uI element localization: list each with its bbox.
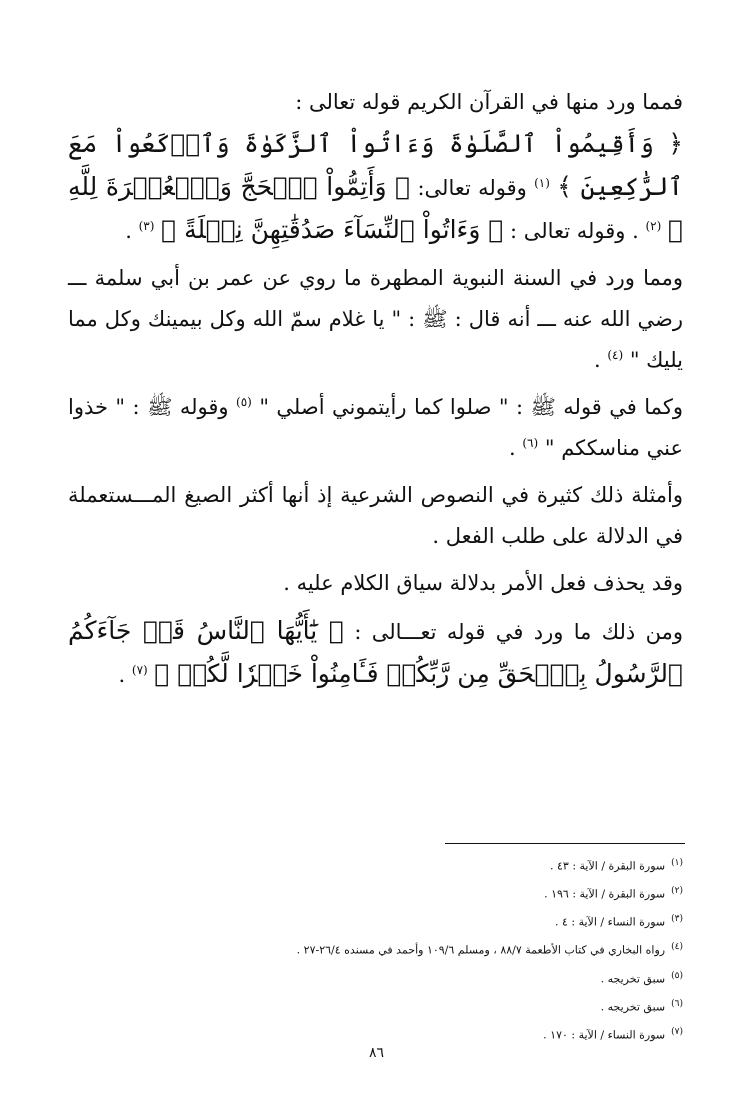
body-sentence: وقد يحذف فعل الأمر بدلالة سياق الكلام عليه . — [283, 571, 683, 595]
footnote-number: (٢) — [671, 886, 683, 897]
footnote-number: (١) — [671, 858, 683, 868]
footnotes — [68, 851, 683, 1048]
footnote-text: سورة النساء / الآية : ٤ . — [554, 915, 666, 929]
hadith-text: ومما ورد في السنة النبوية المطهرة ما روي عن عمر بن أبي سلمة ـــ رضي الله عنه ـــ أنه قال : ﷺ : " يا غلام سمّ الله وكل بيمينك وكل مما يليك " — [68, 266, 683, 372]
sentence-end: . — [508, 436, 516, 460]
connector-text: . وقوله تعالى : — [510, 219, 639, 243]
connector-text: وقوله تعالى: — [417, 176, 527, 200]
quran-verse: ﴿ وَأَقِيمُواْ ٱلصَّلَوٰةَ وَءَاتُواْ ٱلزَّكَوٰةَ وَٱرۡكَعُواْ مَعَ ٱلرَّٰكِعِينَ ﴾ — [68, 129, 683, 201]
footnote-ref: (٣) — [138, 219, 155, 233]
footnote-text: سبق تخريجه . — [600, 972, 666, 986]
quran-verse: ﴿ يَٰٓأَيُّهَا ٱلنَّاسُ قَدۡ جَآءَكُمُ ٱلرَّسُولُ بِٱلۡحَقِّ مِن رَّبِّكُمۡ فَـَٔامِنُواْ خَيۡرٗا لَّكُمۡ ﴾ — [68, 616, 683, 688]
footnote-text: سورة النساء / الآية : ١٧٠ . — [543, 1028, 666, 1042]
paragraph-sunnah-example — [68, 258, 683, 381]
quran-verse: ﴿ وَءَاتُواْ ٱلنِّسَآءَ صَدُقَٰتِهِنَّ نِحۡلَةً ﴾ — [161, 215, 504, 244]
footnote-item — [68, 907, 683, 935]
paragraph-examples-many — [68, 475, 683, 557]
footnote-number: (٣) — [671, 914, 683, 925]
paragraph-omission — [68, 563, 683, 604]
page-number: ٨٦ — [368, 1045, 385, 1061]
paragraph-quran-examples — [68, 82, 683, 252]
sentence-end: . — [125, 219, 132, 243]
footnote-text: سورة البقرة / الآية : ١٩٦ . — [544, 887, 666, 901]
sentence-end: . — [118, 663, 126, 687]
footnote-text: سبق تخريجه . — [600, 1000, 666, 1014]
intro-text: ومن ذلك ما ورد في قوله تعـــالى : — [354, 620, 683, 644]
footnote-ref: (١) — [534, 176, 550, 190]
sentence-end: . — [593, 348, 601, 372]
hadith-text: وقوله ﷺ : " خذوا عني مناسككم " — [68, 395, 683, 460]
footnote-number: (٥) — [671, 970, 683, 981]
footnote-ref: (٤) — [607, 348, 624, 362]
footnote-number: (٤) — [671, 942, 683, 953]
body-sentence: وأمثلة ذلك كثيرة في النصوص الشرعية إذ أنها أكثر الصيغ المـــستعملة في الدلالة على طلب الفعل . — [68, 483, 683, 548]
footnote-item — [68, 879, 683, 907]
body-text — [68, 82, 683, 696]
footnote-number: (٦) — [671, 998, 683, 1009]
footnote-item — [68, 964, 683, 992]
quran-verse: ﴿ وَأَتِمُّواْ ٱلۡحَجَّ وَٱلۡعُمۡرَةَ لِلَّهِ ﴾ — [68, 172, 683, 244]
footnote-ref: (٦) — [522, 436, 539, 450]
footnote-item — [68, 1020, 683, 1048]
intro-text: فمما ورد منها في القرآن الكريم قوله تعالى : — [295, 90, 683, 114]
hadith-text: وكما في قوله ﷺ : " صلوا كما رأيتموني أصلي " — [259, 395, 683, 419]
footnote-text: رواه البخاري في كتاب الأطعمة ٨٨/٧ ، ومسلم ١٠٩/٦ وأحمد في مسنده ٢٦/٤-٢٧ . — [296, 944, 666, 958]
footnote-item — [68, 851, 683, 879]
footnote-number: (٧) — [671, 1026, 683, 1037]
paragraph-prayer-hajj — [68, 387, 683, 469]
footnote-divider — [445, 843, 685, 844]
footnote-text: سورة البقرة / الآية : ٤٣ . — [550, 859, 666, 873]
footnote-ref: (٥) — [236, 395, 252, 409]
paragraph-omission-example — [68, 610, 683, 696]
footnote-item — [68, 935, 683, 963]
footnote-ref: (٢) — [645, 219, 662, 233]
footnote-item — [68, 992, 683, 1020]
footnote-ref: (٧) — [131, 663, 148, 677]
